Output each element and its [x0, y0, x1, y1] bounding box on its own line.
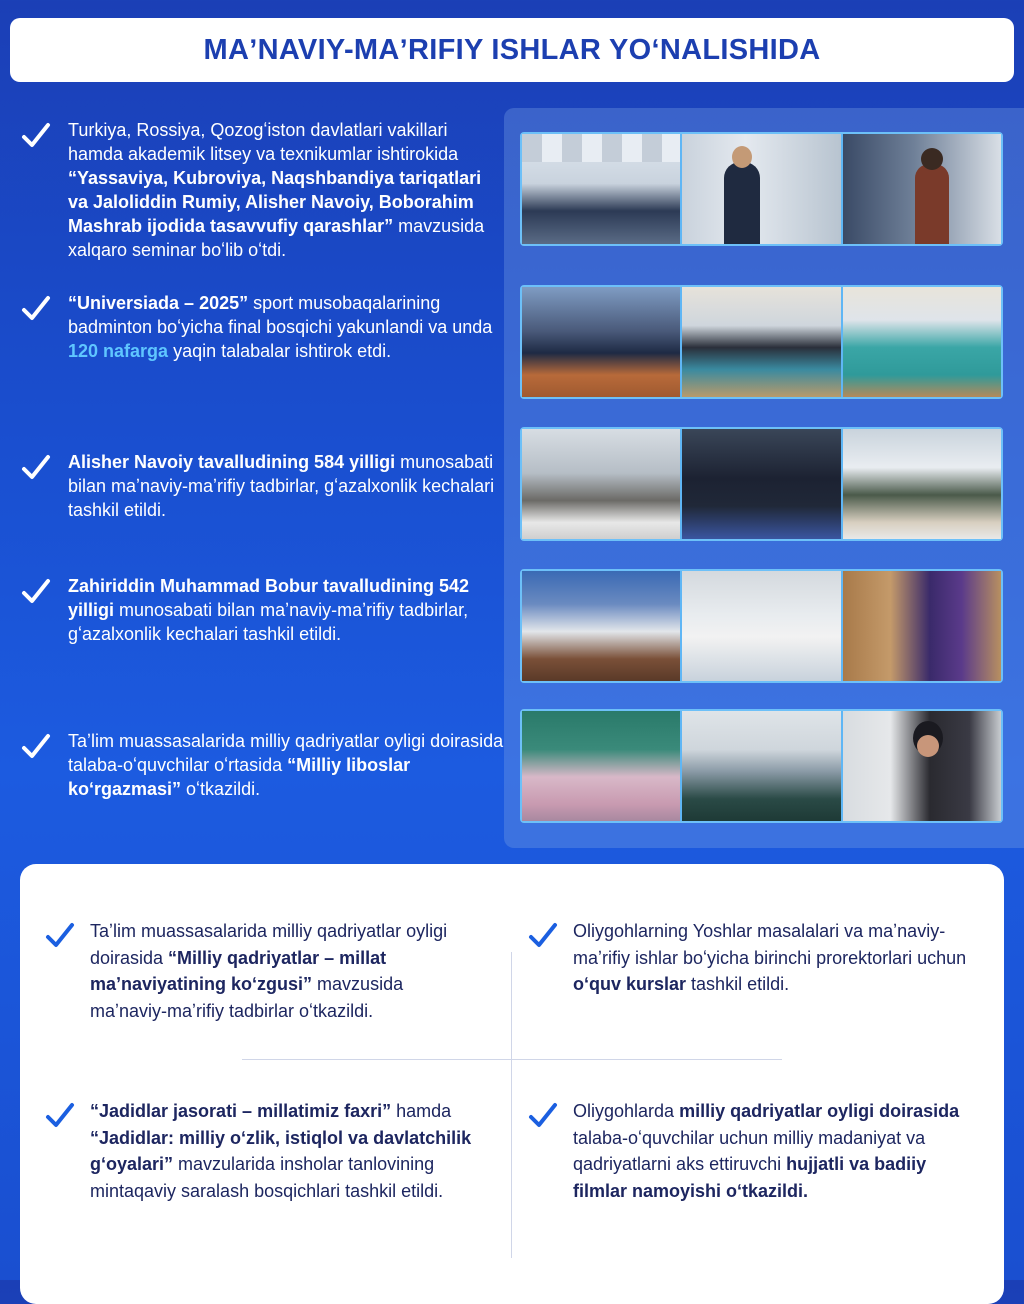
- photo-crowd: [682, 429, 840, 539]
- text-segment: Taʼlim muassasalarida milliy qadriyatlar oyligi doirasida talaba-oʻquvchilar oʻrtasida: [68, 731, 504, 775]
- card-item: [527, 918, 967, 998]
- item-text: [68, 450, 504, 522]
- photo-presenter: [843, 134, 1001, 244]
- photo-row: [520, 285, 1003, 399]
- photo-conference: [522, 571, 680, 681]
- bold-segment: “Jadidlar: milliy oʻzlik, istiqlol va davlatchilik gʻoyalari”: [90, 1127, 472, 1174]
- text-segment: Taʼlim muassasalarida milliy qadriyatlar oyligi doirasida: [90, 921, 448, 968]
- list-item: [20, 729, 504, 801]
- card-item: [527, 1098, 967, 1204]
- page-title: MAʼNAVIY-MAʼRIFIY ISHLAR YOʻNALISHIDA: [203, 33, 821, 66]
- text-segment: Oliygohlarda: [573, 1101, 680, 1121]
- text-segment: sport musobaqalarining badminton boʻyicha final bosqichi yakunlandi va unda: [68, 293, 493, 337]
- divider-horizontal: [242, 1059, 782, 1060]
- photo-seminar-hall: [522, 134, 680, 244]
- photo-students-hall: [682, 571, 840, 681]
- photo-sport-hall: [522, 287, 680, 397]
- item-text: [68, 574, 504, 646]
- bold-segment: “Milliy qadriyatlar – millat maʼnaviyatining koʻzgusi”: [90, 947, 387, 994]
- bold-segment: Zahiriddin Muhammad Bobur tavalludining 542 yilligi: [68, 576, 470, 620]
- item-text: [68, 729, 504, 801]
- bold-segment: Alisher Navoiy tavalludining 584 yilligi: [68, 452, 396, 472]
- photo-interview: [843, 711, 1001, 821]
- list-item: [20, 574, 504, 646]
- check-icon: [44, 1100, 76, 1132]
- photo-speaker: [682, 134, 840, 244]
- bold-segment: oʻquv kurslar: [573, 974, 687, 994]
- photo-stage: [843, 571, 1001, 681]
- text-segment: oʻtkazildi.: [181, 779, 261, 799]
- text-segment: mavzusida maʼnaviy-maʼrifiy tadbirlar oʻtkazildi.: [90, 974, 404, 1021]
- text-segment: yaqin talabalar ishtirok etdi.: [168, 341, 392, 361]
- text-segment: Turkiya, Rossiya, Qozogʻiston davlatlari vakillari hamda akademik litsey va texnikumlar ishtirokida: [68, 120, 459, 164]
- item-text: [68, 118, 504, 262]
- photo-team: [843, 287, 1001, 397]
- highlight-segment: 120 nafarga: [68, 341, 169, 361]
- list-item: [20, 450, 504, 522]
- photo-costumes: [843, 429, 1001, 539]
- card-item-text: [573, 918, 967, 998]
- photo-row: [520, 569, 1003, 683]
- bold-segment: “Universiada – 2025”: [68, 293, 249, 313]
- divider-vertical: [511, 952, 512, 1258]
- bold-segment: “Jadidlar jasorati – millatimiz faxri”: [90, 1101, 392, 1121]
- photo-memorial: [522, 429, 680, 539]
- photo-auditorium: [682, 711, 840, 821]
- item-text: [68, 291, 504, 363]
- text-segment: tashkil etildi.: [686, 974, 790, 994]
- photo-row: [520, 132, 1003, 246]
- check-icon: [20, 576, 52, 608]
- text-segment: munosabati bilan maʼnaviy-maʼrifiy tadbirlar, gʻazalxonlik kechalari tashkil etildi.: [68, 452, 495, 520]
- check-icon: [527, 920, 559, 952]
- bold-segment: milliy qadriyatlar oyligi doirasida: [679, 1101, 960, 1121]
- card-item-text: [90, 918, 484, 1024]
- check-icon: [527, 1100, 559, 1132]
- title-bar: [10, 18, 1014, 82]
- summary-card: [20, 864, 1004, 1304]
- bold-segment: hujjatli va badiiy filmlar namoyishi oʻtkazildi.: [573, 1154, 927, 1201]
- check-icon: [20, 293, 52, 325]
- text-segment: mavzularida insholar tanlovining mintaqaviy saralash bosqichlari tashkil etildi.: [90, 1154, 444, 1201]
- photo-costume-group: [522, 711, 680, 821]
- text-segment: Oliygohlarning Yoshlar masalalari va maʼnaviy-maʼrifiy ishlar boʻyicha birinchi prorektorlari uchun: [573, 921, 967, 968]
- card-item-text: [90, 1098, 484, 1204]
- check-icon: [20, 452, 52, 484]
- photo-row: [520, 427, 1003, 541]
- card-item: [44, 1098, 484, 1204]
- photo-row: [520, 709, 1003, 823]
- card-item: [44, 918, 484, 1024]
- list-item: [20, 291, 504, 363]
- list-item: [20, 118, 504, 262]
- card-item-text: [573, 1098, 967, 1204]
- photo-winners: [682, 287, 840, 397]
- text-segment: mavzusida xalqaro seminar boʻlib oʻtdi.: [68, 216, 485, 260]
- text-segment: talaba-oʻquvchilar uchun milliy madaniyat va qadriyatlarni aks ettiruvchi: [573, 1127, 926, 1174]
- bold-segment: “Yassaviya, Kubroviya, Naqshbandiya tariqatlari va Jaloliddin Rumiy, Alisher Navoiy, Boborahim Mashrab ijodida tasavvufiy qarashlar”: [68, 168, 482, 236]
- check-icon: [44, 920, 76, 952]
- check-icon: [20, 120, 52, 152]
- bold-segment: “Milliy liboslar koʻrgazmasi”: [68, 755, 411, 799]
- check-icon: [20, 731, 52, 763]
- text-segment: hamda: [391, 1101, 452, 1121]
- text-segment: munosabati bilan maʼnaviy-maʼrifiy tadbirlar, gʻazalxonlik kechalari tashkil etildi.: [68, 600, 469, 644]
